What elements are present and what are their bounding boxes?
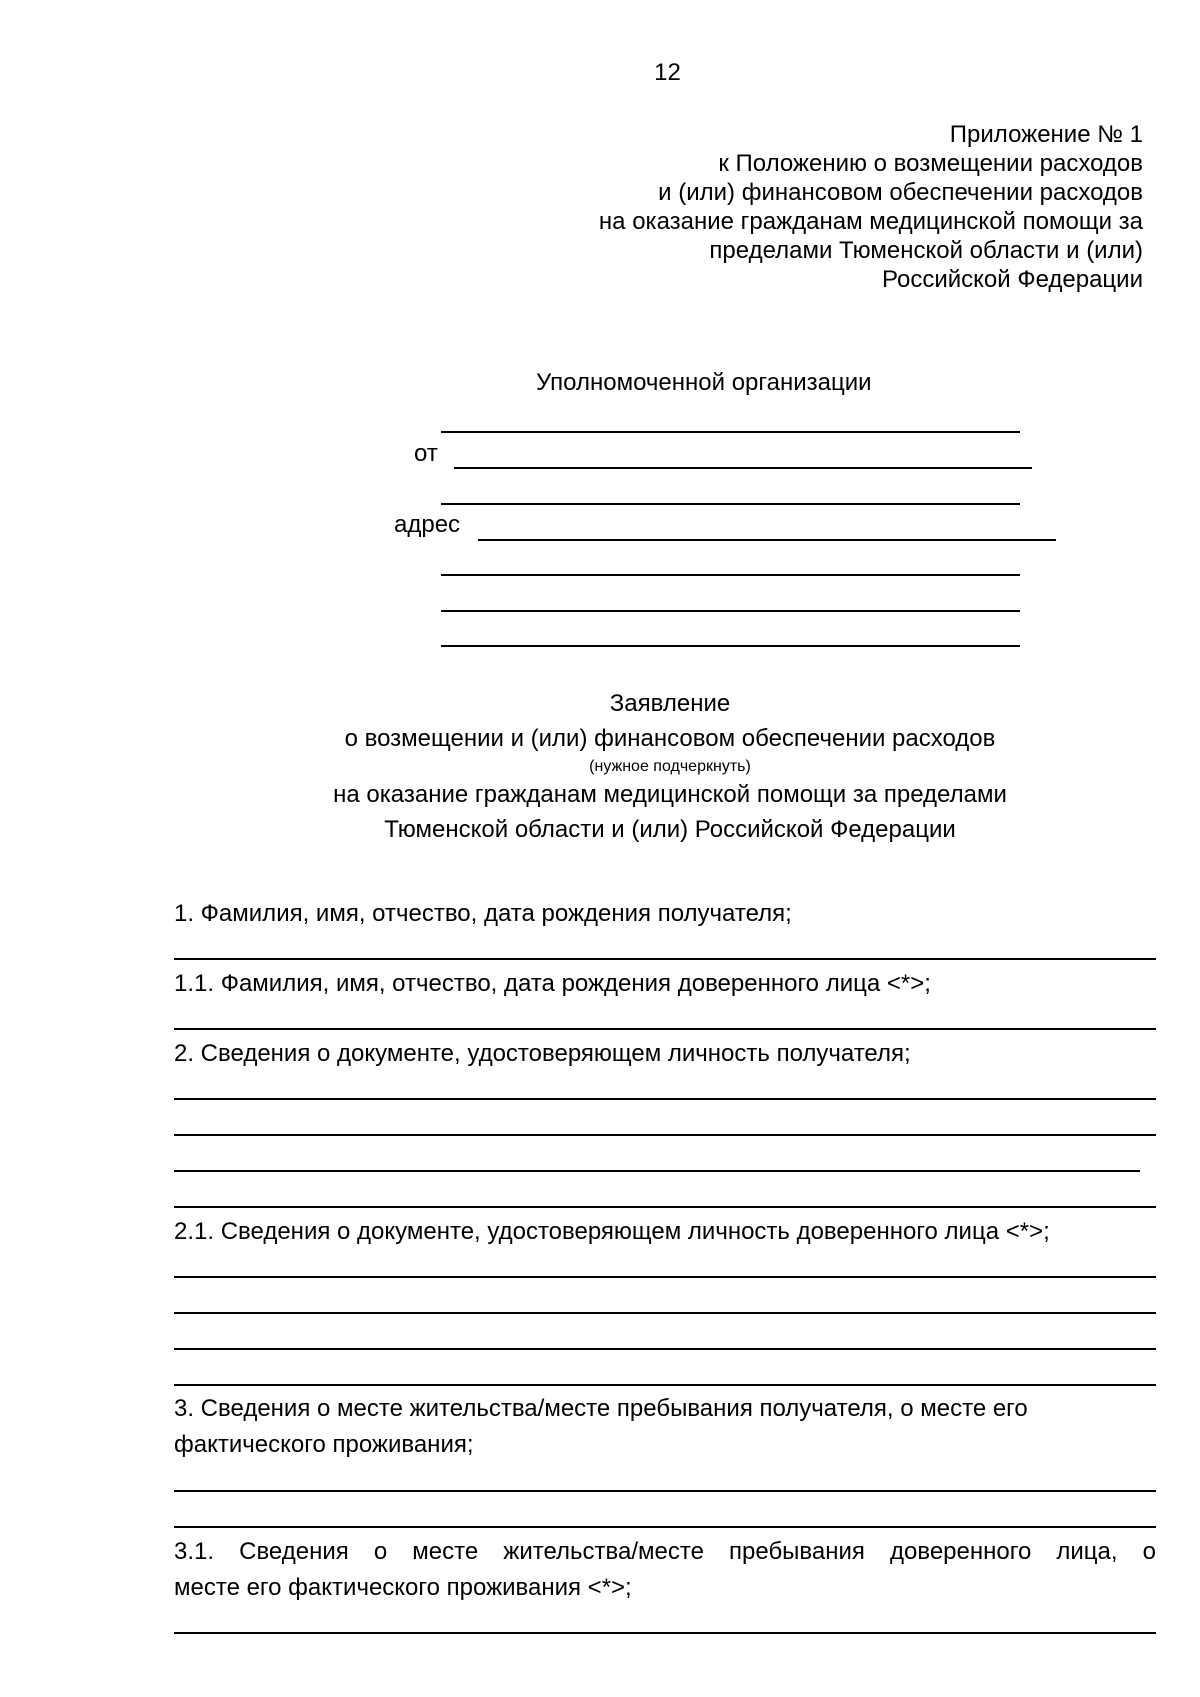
item-2-field-line-4[interactable] — [174, 1206, 1156, 1208]
item-3-field-line-2[interactable] — [174, 1526, 1156, 1528]
item-2-field-line-3[interactable] — [174, 1170, 1140, 1172]
addressee-organization-field[interactable] — [441, 431, 1020, 433]
appendix-line: пределами Тюменской области и (или) — [709, 237, 1143, 264]
application-title — [270, 686, 1070, 847]
appendix-line: на оказание гражданам медицинской помощи за — [598, 208, 1143, 235]
title-line-2: на оказание гражданам медицинской помощи за пределами — [333, 781, 1007, 808]
item-3-1-label-line-1-text: 3.1. Сведения о месте жительства/месте пребывания доверенного лица, о — [174, 1538, 1156, 1565]
item-3-1-label-line-2: месте его фактического проживания <*>; — [174, 1574, 632, 1601]
item-3-label-line-2: фактического проживания; — [174, 1431, 474, 1458]
address-field[interactable] — [478, 539, 1056, 541]
item-2-label: 2. Сведения о документе, удостоверяющем личность получателя; — [174, 1040, 911, 1067]
address-label: адрес — [394, 511, 461, 538]
from-field-continuation[interactable] — [441, 503, 1020, 505]
item-2-field-line-2[interactable] — [174, 1134, 1156, 1136]
item-2-1-label: 2.1. Сведения о документе, удостоверяющем личность доверенного лица <*>; — [174, 1218, 1050, 1245]
title-note: (нужное подчеркнуть) — [589, 758, 751, 775]
item-2-1-field-line-4[interactable] — [174, 1384, 1156, 1386]
item-1-1-field[interactable] — [174, 1028, 1156, 1030]
address-field-line-3[interactable] — [441, 610, 1020, 612]
title-line-1: о возмещении и (или) финансовом обеспечении расходов — [344, 725, 996, 752]
from-label: от — [414, 440, 438, 467]
item-3-label-line-1: 3. Сведения о месте жительства/месте пребывания получателя, о месте его — [174, 1395, 1028, 1422]
item-3-1-field[interactable] — [174, 1632, 1156, 1634]
item-2-1-field-line-3[interactable] — [174, 1348, 1156, 1350]
item-2-1-field-line-1[interactable] — [174, 1276, 1156, 1278]
appendix-header — [599, 120, 1143, 294]
item-2-1-field-line-2[interactable] — [174, 1312, 1156, 1314]
addressee-label: Уполномоченной организации — [536, 369, 872, 396]
title-line-3: Тюменской области и (или) Российской Федерации — [384, 816, 956, 843]
appendix-line: к Положению о возмещении расходов — [718, 150, 1143, 177]
address-field-line-4[interactable] — [441, 645, 1020, 647]
item-3-field-line-1[interactable] — [174, 1490, 1156, 1492]
item-3-1-label-line-1 — [174, 1540, 1156, 1564]
page-number: 12 — [654, 59, 681, 86]
appendix-line: Приложение № 1 — [949, 121, 1143, 148]
appendix-line: Российской Федерации — [882, 266, 1143, 293]
item-1-label: 1. Фамилия, имя, отчество, дата рождения получателя; — [174, 900, 792, 927]
title-heading: Заявление — [609, 690, 731, 717]
item-2-field-line-1[interactable] — [174, 1098, 1156, 1100]
appendix-line: и (или) финансовом обеспечении расходов — [658, 179, 1143, 206]
address-field-line-2[interactable] — [441, 574, 1020, 576]
from-field[interactable] — [454, 467, 1032, 469]
item-1-field[interactable] — [174, 958, 1156, 960]
item-1-1-label: 1.1. Фамилия, имя, отчество, дата рождения доверенного лица <*>; — [174, 970, 931, 997]
